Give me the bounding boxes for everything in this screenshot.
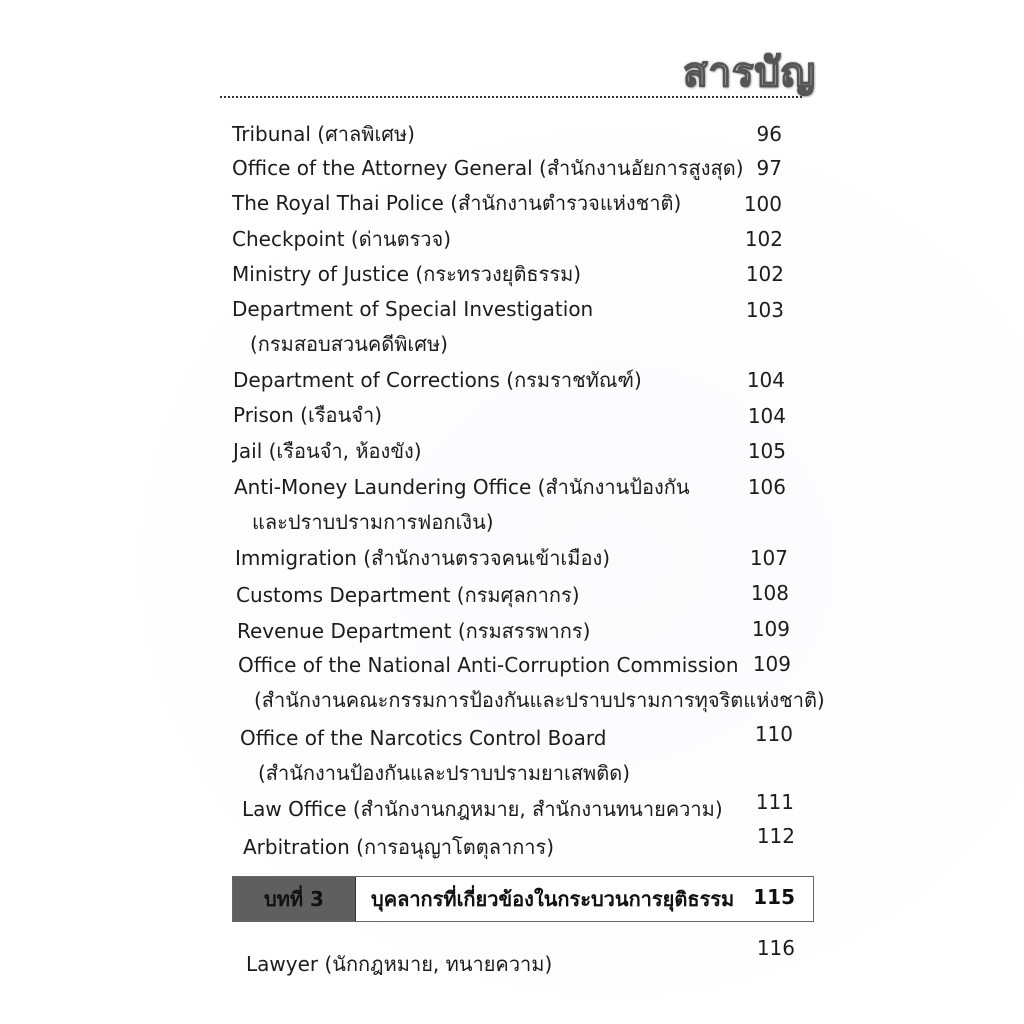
toc-entry-label: Office of the National Anti-Corruption Commission [238, 653, 739, 677]
toc-entry-sublabel: (สำนักงานคณะกรรมการป้องกันและปราบปรามการทุจริตแห่งชาติ) [254, 688, 825, 712]
toc-entry-label: Department of Corrections (กรมราชทัณฑ์) [233, 368, 642, 392]
chapter-title: บุคลากรที่เกี่ยวข้องในกระบวนการยุติธรรม [371, 887, 735, 911]
toc-entry-label: Immigration (สำนักงานตรวจคนเข้าเมือง) [235, 546, 611, 570]
chapter-number-badge: บทที่ 3 [233, 877, 356, 921]
toc-entry [232, 227, 451, 251]
toc-entry [236, 583, 580, 607]
toc-entry [232, 191, 681, 215]
toc-entry-label: Anti-Money Laundering Office (สำนักงานป้องกัน [234, 475, 690, 499]
toc-page-number: 102 [744, 227, 783, 251]
toc-entry [232, 122, 415, 146]
toc-entry [243, 835, 554, 859]
toc-page-number: 103 [745, 298, 784, 322]
toc-entry-label: Ministry of Justice (กระทรวงยุติธรรม) [232, 262, 582, 286]
toc-entry [237, 619, 590, 643]
toc-entry-sublabel: (กรมสอบสวนคดีพิเศษ) [250, 332, 448, 356]
toc-entry-label: Office of the Attorney General (สำนักงานอัยการสูงสุด) [232, 156, 744, 180]
toc-entry [232, 156, 744, 180]
toc-entry-label: Arbitration (การอนุญาโตตุลาการ) [243, 835, 555, 859]
toc-page-number: 97 [756, 156, 782, 180]
toc-entry [242, 797, 723, 821]
toc-page-number: 96 [756, 122, 782, 146]
toc-entry-label: The Royal Thai Police (สำนักงานตำรวจแห่งชาติ) [232, 191, 682, 215]
toc-entry-label: Revenue Department (กรมสรรพากร) [237, 619, 591, 643]
chapter-page-number: 115 [753, 885, 795, 909]
toc-entry-label: Department of Special Investigation [232, 297, 594, 321]
toc-entry-label: Prison (เรือนจำ) [233, 403, 382, 427]
toc-page-number: 110 [754, 722, 793, 746]
toc-page-number: 112 [756, 824, 795, 848]
toc-entry-label: Office of the Narcotics Control Board [240, 726, 607, 750]
toc-entry [240, 726, 630, 785]
toc-entry [233, 439, 422, 463]
toc-entry [232, 262, 581, 286]
toc-page-number: 102 [745, 262, 784, 286]
toc-entry-label: Customs Department (กรมศุลกากร) [236, 583, 580, 607]
toc-entry [233, 403, 382, 427]
toc-entry [234, 475, 690, 534]
toc-entry [233, 368, 642, 392]
toc-entry-label: Checkpoint (ด่านตรวจ) [232, 227, 452, 251]
toc-entry-label: Tribunal (ศาลพิเศษ) [232, 122, 415, 146]
toc-page-number: 100 [743, 192, 782, 216]
toc-entry-label: Jail (เรือนจำ, ห้องขัง) [233, 439, 422, 463]
dotted-divider [220, 96, 802, 98]
toc-page-number: 107 [749, 546, 788, 570]
toc-entry [235, 546, 610, 570]
toc-page-number: 109 [752, 652, 791, 676]
toc-entry [246, 952, 552, 976]
toc-page-number: 109 [751, 617, 790, 641]
toc-entry [232, 297, 593, 356]
toc-page-number: 111 [755, 790, 794, 814]
toc-page-number: 104 [747, 404, 786, 428]
toc-page-number: 108 [750, 581, 789, 605]
toc-page-number: 104 [746, 368, 785, 392]
page-heading: สารบัญ [683, 50, 816, 96]
toc-page-number: 116 [756, 936, 795, 960]
toc-entry-sublabel: และปราบปรามการฟอกเงิน) [252, 510, 494, 534]
toc-entry-label: Lawyer (นักกฎหมาย, ทนายความ) [246, 952, 553, 976]
toc-entry-sublabel: (สำนักงานป้องกันและปราบปรามยาเสพติด) [258, 761, 631, 785]
toc-entry-label: Law Office (สำนักงานกฎหมาย, สำนักงานทนายความ) [242, 797, 723, 821]
toc-page-number: 105 [747, 439, 786, 463]
chapter-heading [232, 876, 814, 922]
toc-page-number: 106 [747, 475, 786, 499]
